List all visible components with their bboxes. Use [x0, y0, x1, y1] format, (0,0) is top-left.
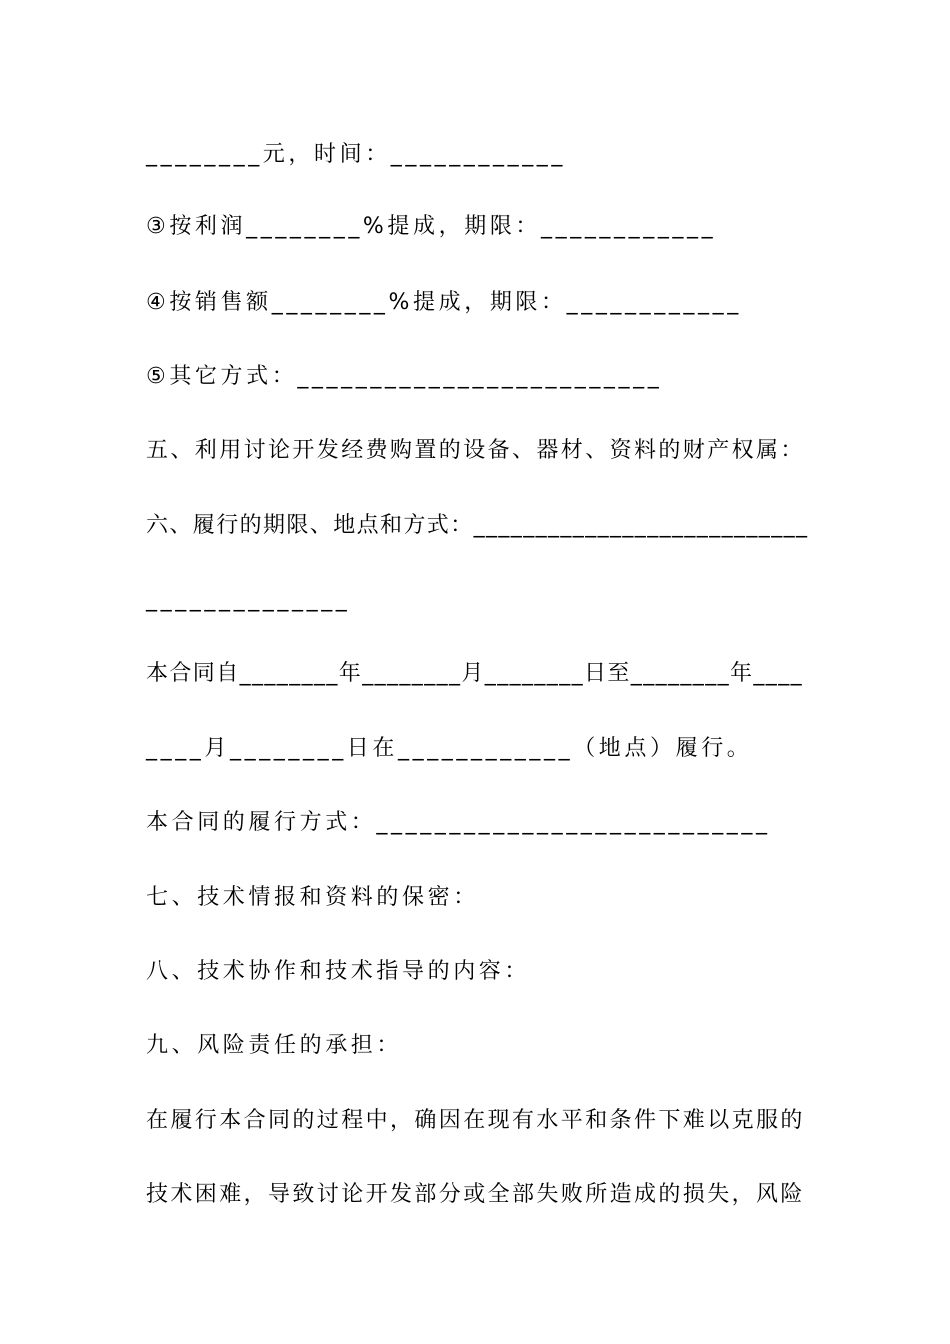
paragraph-risk-line-1: 在履行本合同的过程中，确因在现有水平和条件下难以克服的	[146, 1108, 805, 1133]
line-profit-commission: ③按利润________%提成，期限：____________	[146, 214, 717, 239]
section-5-heading: 五、利用讨论开发经费购置的设备、器材、资料的财产权属：	[146, 438, 805, 463]
line-performance-method: 本合同的履行方式：___________________________	[146, 810, 771, 835]
section-7-heading: 七、技术情报和资料的保密：	[146, 885, 479, 910]
line-blank-continuation: ______________	[146, 587, 351, 612]
paragraph-risk-line-2: 技术困难，导致讨论开发部分或全部失败所造成的损失，风险	[146, 1182, 805, 1207]
line-contract-period-start: 本合同自________年________月________日至________年____	[146, 661, 804, 686]
line-other-method: ⑤其它方式：_________________________	[146, 364, 663, 389]
section-9-heading: 九、风险责任的承担：	[146, 1033, 403, 1058]
line-sales-commission: ④按销售额________%提成，期限：____________	[146, 290, 742, 315]
section-8-heading: 八、技术协作和技术指导的内容：	[146, 959, 531, 984]
section-6-heading: 六、履行的期限、地点和方式：___________________________	[146, 513, 809, 538]
line-contract-period-end: ____月________日在____________（地点）履行。	[146, 736, 753, 761]
line-payment-amount-time: ________元，时间：____________	[146, 142, 567, 167]
